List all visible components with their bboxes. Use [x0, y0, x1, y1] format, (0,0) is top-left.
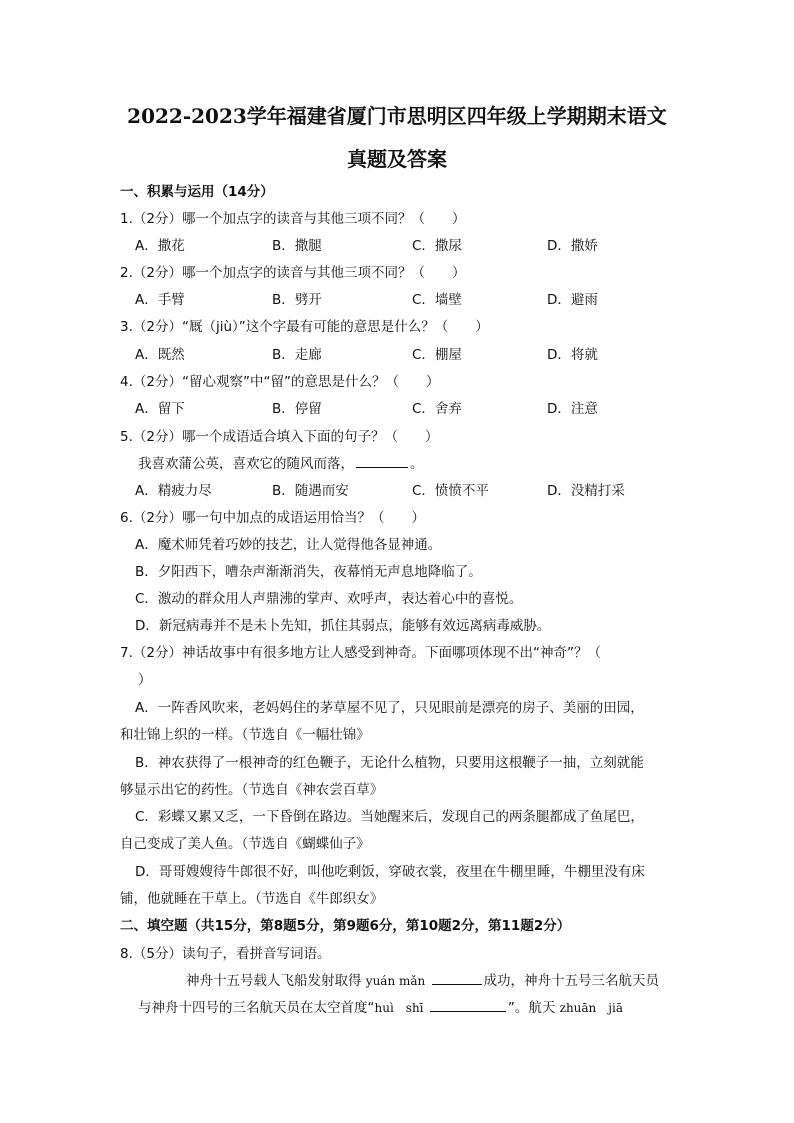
question-7-stem-cont: ） — [138, 672, 152, 688]
question-6-option-b: B．夕阳西下，嘈杂声渐渐消失，夜幕悄无声息地降临了。 — [135, 564, 482, 580]
question-1-option-b: B．撒腿 — [272, 238, 322, 254]
question-8-text-2a: 与神舟十四号的三名航天员在太空首度“ — [138, 1000, 375, 1016]
question-6-option-a: A．魔术师凭着巧妙的技艺，让人觉得他各显神通。 — [135, 537, 442, 553]
question-5-option-c: C．愤愤不平 — [412, 483, 489, 499]
pinyin-3: zhuān jiā — [559, 1001, 624, 1015]
question-8-text-1b: 成功，神舟十五号三名航天员 — [483, 973, 660, 989]
question-2-option-a: A．手臂 — [135, 292, 185, 308]
question-5-sentence-end: 。 — [410, 456, 424, 472]
pinyin-2: huì shī — [374, 1001, 424, 1015]
question-1-stem: 1.（2分）哪一个加点字的读音与其他三项不同？（ ） — [120, 211, 466, 227]
answer-blank-1 — [432, 971, 482, 986]
question-3-option-d: D．将就 — [547, 347, 598, 363]
question-6-option-d: D．新冠病毒并不是未卜先知，抓住其弱点，能够有效远离病毒威胁。 — [135, 618, 551, 634]
question-5-option-a: A．精疲力尽 — [135, 483, 212, 499]
question-6-stem: 6.（2分）哪一句中加点的成语运用恰当？（ ） — [120, 510, 425, 526]
question-5-option-b: B．随遇而安 — [272, 483, 349, 499]
pinyin-1: yuán mǎn — [365, 974, 426, 988]
question-7-option-d-cont: 铺，他就睡在干草上。（节选自《牛郎织女》 — [120, 891, 384, 907]
question-3-stem: 3.（2分）“厩（jiù）”这个字最有可能的意思是什么？（ ） — [120, 319, 489, 335]
page-title: 2022-2023学年福建省厦门市思明区四年级上学期期末语文 — [127, 104, 667, 128]
question-2-option-c: C．墙壁 — [412, 292, 462, 308]
question-3-option-a: A．既然 — [135, 347, 185, 363]
question-1-option-a: A．撒花 — [135, 238, 185, 254]
question-3-option-b: B．走廊 — [272, 347, 322, 363]
question-4-option-b: B．停留 — [272, 401, 322, 417]
question-4-stem: 4.（2分）“留心观察”中“留”的意思是什么？（ ） — [120, 374, 440, 390]
question-8-stem: 8.（5分）读句子，看拼音写词语。 — [120, 946, 331, 962]
question-4-option-c: C．舍弃 — [412, 401, 462, 417]
question-7-option-b-cont: 够显示出它的药性。（节选自《神农尝百草》 — [120, 782, 384, 798]
page-title-line2: 真题及答案 — [347, 147, 447, 171]
question-6-option-c: C．激动的群众用人声鼎沸的掌声、欢呼声，表达着心中的喜悦。 — [135, 591, 523, 607]
question-1-option-d: D．撒娇 — [547, 238, 598, 254]
question-3-option-c: C．棚屋 — [412, 347, 462, 363]
question-7-option-d: D．哥哥嫂嫂待牛郎很不好，叫他吃剩饭，穿破衣裳，夜里在牛棚里睡，牛棚里没有床 — [135, 864, 645, 880]
question-8-text-1a: 神舟十五号载人飞船发射取得 — [186, 973, 362, 989]
question-1-option-c: C．撒尿 — [412, 238, 462, 254]
question-4-option-d: D．注意 — [547, 401, 598, 417]
section-heading-1: 一、积累与运用（14分） — [120, 184, 274, 200]
question-5-stem: 5.（2分）哪一个成语适合填入下面的句子？（ ） — [120, 429, 439, 445]
question-4-option-a: A．留下 — [135, 401, 185, 417]
question-7-option-b: B．神农获得了一根神奇的红色鞭子，无论什么植物，只要用这根鞭子一抽，立刻就能 — [135, 755, 644, 771]
question-8-text-2b: ”。航天 — [507, 1000, 556, 1016]
question-8-line-2 — [138, 996, 623, 1016]
question-2-option-d: D．避雨 — [547, 292, 598, 308]
question-7-stem: 7.（2分）神话故事中有很多地方让人感受到神奇。下面哪项体现不出“神奇”？（ — [120, 645, 601, 661]
question-2-stem: 2.（2分）哪一个加点字的读音与其他三项不同？（ ） — [120, 265, 466, 281]
question-7-option-c: C．彩蝶又累又乏，一下昏倒在路边。当她醒来后，发现自己的两条腿都成了鱼尾巴， — [135, 809, 644, 825]
question-5-sentence — [138, 452, 424, 472]
question-5-sentence-text: 我喜欢蒲公英，喜欢它的随风而落， — [138, 456, 354, 472]
question-7-option-a: A．一阵香风吹来，老妈妈住的茅草屋不见了，只见眼前是漂亮的房子、美丽的田园， — [135, 700, 644, 716]
question-7-option-a-cont: 和壮锦上织的一样。（节选自《一幅壮锦》 — [120, 727, 370, 743]
question-5-option-d: D．没精打采 — [547, 483, 625, 499]
question-2-option-b: B．劈开 — [272, 292, 322, 308]
answer-blank — [356, 454, 408, 469]
section-heading-2: 二、填空题（共15分，第8题5分，第9题6分，第10题2分，第11题2分） — [120, 918, 571, 934]
question-7-option-c-cont: 自己变成了美人鱼。（节选自《蝴蝶仙子》 — [120, 836, 370, 852]
question-8-line-1 — [186, 969, 659, 989]
answer-blank-2 — [430, 998, 506, 1013]
